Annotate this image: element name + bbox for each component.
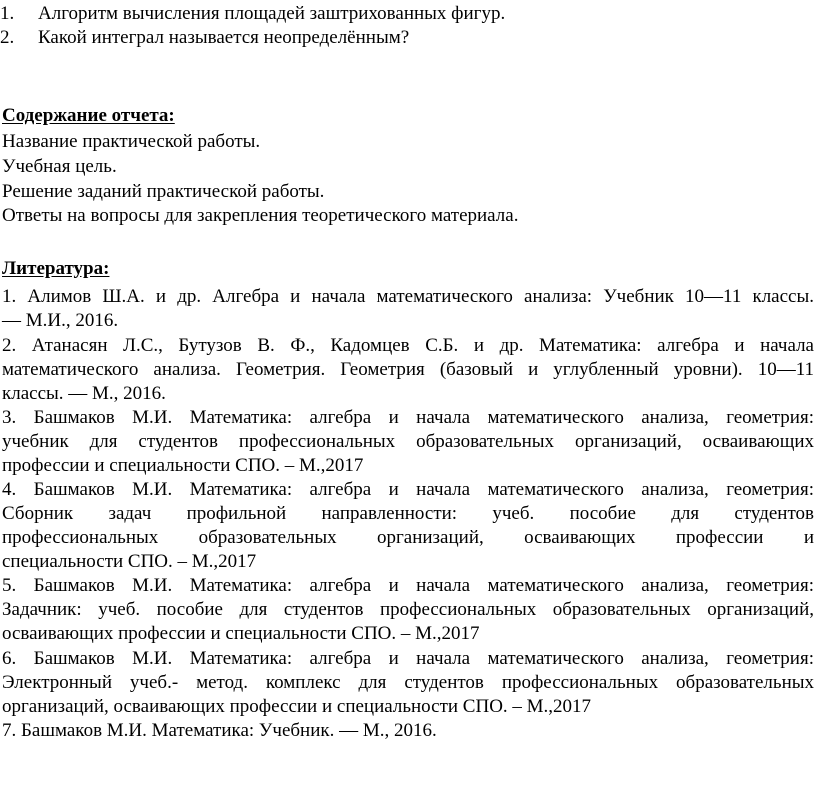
report-item: Решение заданий практической работы. [2,181,325,202]
literature-heading: Литература: [2,258,110,279]
report-item: Название практической работы. [2,131,261,152]
report-item: Учебная цель. [2,156,117,177]
literature-line: Задачник: учеб. пособие для студентов профессиональных образовательных организаций, [2,599,814,620]
literature-line: математического анализа. Геометрия. Геометрия (базовый и углубленный уровни). 10—11 [2,359,814,380]
literature-line: организаций, осваивающих профессии и специальности СПО. – М.,2017 [2,696,592,717]
literature-line: 7. Башмаков М.И. Математика: Учебник. — М., 2016. [2,720,437,741]
literature-line: учебник для студентов профессиональных образовательных организаций, осваивающих [2,431,814,452]
question-text: Какой интеграл называется неопределённым? [38,27,410,48]
literature-line: Электронный учеб.- метод. комплекс для студентов профессиональных образовательных [2,672,814,693]
literature-line: профессиональных образовательных организаций, осваивающих профессии и [2,527,814,548]
literature-line: 2. Атанасян Л.С., Бутузов В. Ф., Кадомцев С.Б. и др. Математика: алгебра и начала [2,335,814,356]
literature-line: 4. Башмаков М.И. Математика: алгебра и начала математического анализа, геометрия: [2,479,814,500]
question-text: Алгоритм вычисления площадей заштрихованных фигур. [38,3,506,24]
literature-line: — М.И., 2016. [2,310,119,331]
literature-line: 6. Башмаков М.И. Математика: алгебра и начала математического анализа, геометрия: [2,648,814,669]
literature-line: 3. Башмаков М.И. Математика: алгебра и начала математического анализа, геометрия: [2,407,814,428]
literature-line: профессии и специальности СПО. – М.,2017 [2,455,364,476]
literature-line: 5. Башмаков М.И. Математика: алгебра и начала математического анализа, геометрия: [2,575,814,596]
literature-line: Сборник задач профильной направленности: учеб. пособие для студентов [2,503,814,524]
literature-line: классы. — М., 2016. [2,383,166,404]
question-item [0,2,505,26]
report-item: Ответы на вопросы для закрепления теоретического материала. [2,205,519,226]
report-heading: Содержание отчета: [2,105,175,126]
question-number: 2. [0,27,15,48]
literature-line: 1. Алимов Ш.А. и др. Алгебра и начала математического анализа: Учебник 10—11 классы. [2,286,814,307]
question-number: 1. [0,3,15,24]
literature-line: специальности СПО. – М.,2017 [2,551,257,572]
question-item [0,26,409,50]
literature-line: осваивающих профессии и специальности СПО. – М.,2017 [2,623,480,644]
